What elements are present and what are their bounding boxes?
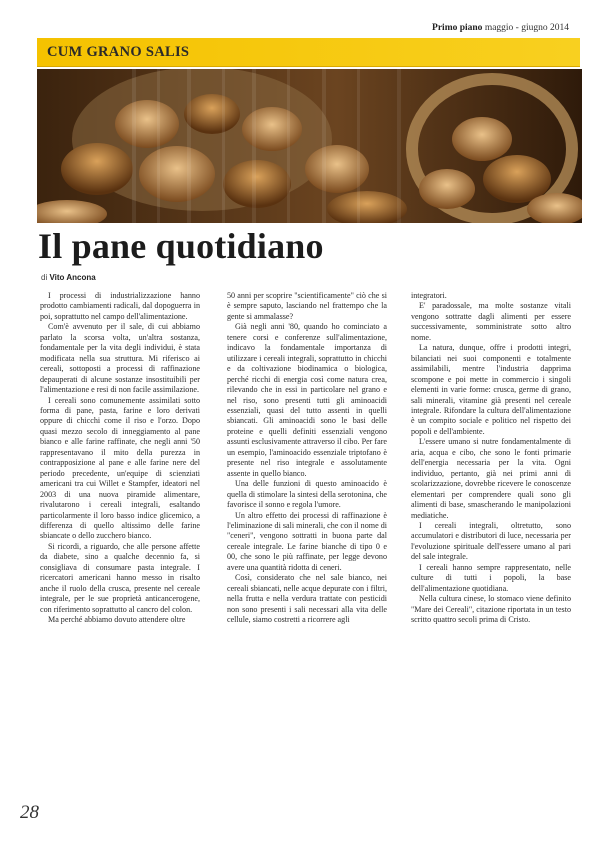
page-number: 28: [20, 802, 39, 823]
paragraph: I cereali integrali, oltretutto, sono accumulatori e distributori di luce, necessaria per l'evoluzione spirituale dell'essere umano al pari del sale integrale.: [411, 520, 571, 562]
text-column-1: [40, 291, 200, 626]
header-date: maggio - giugno 2014: [484, 23, 569, 33]
paragraph: E' paradossale, ma molte sostanze vitali vengono sottratte dagli alimenti per essere successivamente, somministrate sotto altro nome.: [411, 301, 571, 342]
bread-basket-illustration: [37, 69, 582, 223]
text-column-2: [227, 291, 387, 626]
paragraph: integratori.: [411, 291, 447, 300]
running-header: [432, 23, 569, 33]
paragraph: Si ricordi, a riguardo, che alle persone affette da diabete, sino a qualche decennio fa, si consigliava di consumare pasta integrale. I ricercatori americani hanno messo in risalto anche il ruolo della crusca, presente nel cereale integrale, per le sue proprietà anticancerogene, con riferimento soprattutto al cancro del colon.: [40, 541, 200, 614]
paragraph: Nella cultura cinese, lo stomaco viene definito "Mare dei Cereali", citazione riportata in un testo scritto quattro secoli prima di Cristo.: [411, 594, 571, 625]
paragraph: I cereali hanno sempre rappresentato, nelle culture di tutti i popoli, la base dell'alimentazione quotidiana.: [411, 562, 571, 593]
header-section: Primo piano: [432, 23, 483, 33]
paragraph: Ma perché abbiamo dovuto attendere oltre: [48, 615, 186, 625]
column-banner: [37, 38, 580, 67]
byline-prefix: di: [41, 273, 48, 282]
text-column-3: [411, 291, 571, 626]
paragraph: La natura, dunque, offre i prodotti integri, bilanciati nei suoi componenti e totalmente assimilabili, mentre l'industria dapprima scompone e poi mette in commercio i singoli elementi in varie forme: crusca, germe di grano, sali minerali, vitamine già presenti nel cereale integrale. Rifondare la cultura dell'alimentazione è un compito sociale e politico nel rispetto dei popoli e dell'ambiente.: [411, 343, 571, 436]
byline: [41, 273, 96, 282]
paragraph: L'essere umano si nutre fondamentalmente di aria, acqua e cibo, che sono le fonti primarie dell'energia necessaria per la vita. Ogni individuo, pertanto, già nei primi anni di scolarizzazione, dovrebbe ricevere le conoscenze elementari per comprendere quali sono gli alimenti di base, smascherando le manipolazioni mediatiche.: [411, 437, 571, 520]
paragraph: Così, considerato che nel sale bianco, nei cereali sbiancati, nelle acque depurate con i filtri, nella frutta e nella verdura trattate con pesticidi non sono presenti i sali necessari alla vita delle cellule, siamo costretti a ricorrere agli: [227, 573, 387, 625]
column-name: CUM GRANO SALIS: [47, 44, 190, 60]
paragraph: Com'è avvenuto per il sale, di cui abbiamo parlato la scorsa volta, un'altra sostanza, fondamentale per la vita degli individui, è stata modificata nella sua struttura. Mi riferisco ai cereali, sottoposti a processi di raffinazione depauperati di alcune sostanze insostituibili per l'alimentazione e resi di non facile assimilazione.: [40, 322, 200, 395]
paragraph: I cereali sono comunemente assimilati sotto forma di pane, pasta, farine e loro derivati oppure di chicchi come il riso e l'orzo. Dopo quasi mezzo secolo di inneggiamento al pane bianco e alle farine raffinate, che negli anni '50 rappresentavano il mito della purezza in contrapposizione al pane e alle farine nere del periodo precedente, un'equipe di scienziati americani tra cui Willet e Stampfer, ideatori nel 2003 di una nuova piramide alimentare, rivalutarono i cereali integrali, esaltando particolarmente il loro basso indice glicemico, a differenza di quello altissimo delle farine sbiancate o dello zucchero bianco.: [40, 395, 200, 541]
bread-photo: [37, 69, 582, 223]
paragraph: 50 anni per scoprire "scientificamente" ciò che si è sempre saputo, lasciando nel frattempo che la gente si ammalasse?: [227, 291, 387, 321]
paragraph: Una delle funzioni di questo aminoacido è quella di stimolare la sintesi della serotonina, che favorisce il sonno e regola l'umore.: [227, 479, 387, 510]
paragraph: I processi di industrializzazione hanno prodotto cambiamenti radicali, dal dopoguerra in poi, soprattutto nel campo dell'alimentazione.: [40, 291, 200, 321]
paragraph: Già negli anni '80, quando ho cominciato a tenere corsi e conferenze sull'alimentazione, indicavo la fondamentale importanza di utilizzare i cereali integrali, soprattutto in chicchi e da coltivazione biodinamica o biologica, perché ricchi di energia così come natura crea, rilevando che in essi in particolare nel grano e nel riso, sono presenti tutti gli aminoacidi essenziali, quasi del tutto assenti in quelli sbiancati. Gli aminoacidi sono le basi delle proteine e quelli definiti essenziali vengono assunti esclusivamente attraverso il cibo. Per fare un esempio, l'aminoacido essenziale triptofano è presente nel riso integrale e assolutamente assente in quello bianco.: [227, 322, 387, 478]
article-title: Il pane quotidiano: [38, 226, 324, 266]
byline-author: Vito Ancona: [49, 273, 96, 282]
paragraph: Un altro effetto dei processi di raffinazione è l'eliminazione di sali minerali, che con il nome di "ceneri", vengono sottratti in buona parte dal cereale integrale. Le farine bianche di tipo 0 e 00, che sono le più raffinate, per legge devono avere una quantità ridotta di ceneri.: [227, 510, 387, 572]
